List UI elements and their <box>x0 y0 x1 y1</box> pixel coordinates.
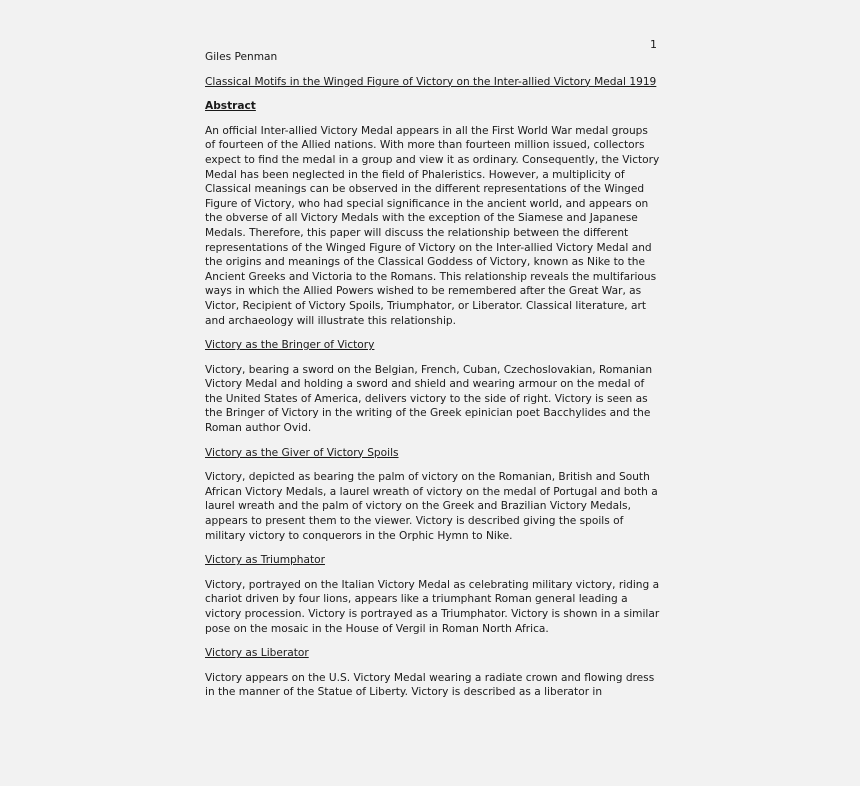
author-name: Giles Penman <box>205 51 278 63</box>
section-text-triumphator: Victory, portrayed on the Italian Victory Medal as celebrating military victory, riding a chariot driven by four lions, appears like a triumphant Roman general leading a victory procession. Victory is portrayed as a Triumphator. Victory is shown in a similar pose on the mosaic in the House of Vergil in Roman North Africa. <box>205 578 660 635</box>
section-text-bringer: Victory, bearing a sword on the Belgian, French, Cuban, Czechoslovakian, Romanian Victory Medal and holding a sword and shield and wearing armour on the medal of the United States of America, delivers victory to the side of right. Victory is seen as the Bringer of Victory in the writing of the Greek epinician poet Bacchylides and the Roman author Ovid. <box>205 363 653 435</box>
abstract-heading: Abstract <box>205 100 256 113</box>
document-body <box>205 38 660 710</box>
abstract-paragraph: An official Inter-allied Victory Medal appears in all the First World War medal groups of fourteen of the Allied nations. With more than fourteen million issued, collectors expect to find the medal in a group and view it as ordinary. Consequently, the Victory Medal has been neglected in the field of Phaleristics. However, a multiplicity of Classical meanings can be observed in the different representations of the Winged Figure of Victory, who had special significance in the ancient world, and appears on the obverse of all Victory Medals with the exception of the Siamese and Japanese Medals. Therefore, this paper will discuss the relationship between the different representations of the Winged Figure of Victory on the Inter-allied Victory Medal and the origins and meanings of the Classical Goddess of Victory, known as Nike to the Ancient Greeks and Victoria to the Romans. This relationship reveals the multifarious ways in which the Allied Powers wished to be remembered after the Great War, as Victor, Recipient of Victory Spoils, Triumphator, or Liberator. Classical literature, art and archaeology will illustrate this relationship. <box>205 124 660 327</box>
section-text-giver: Victory, depicted as bearing the palm of victory on the Romanian, British and South African Victory Medals, a laurel wreath of victory on the medal of Portugal and both a laurel wreath and the palm of victory on the Greek and Brazilian Victory Medals, appears to present them to the viewer. Victory is described giving the spoils of military victory to conquerors in the Orphic Hymn to Nike. <box>205 471 658 542</box>
section-heading-giver: Victory as the Giver of Victory Spoils <box>205 446 399 459</box>
page-number: 1 <box>650 38 657 51</box>
section-heading-liberator: Victory as Liberator <box>205 647 309 660</box>
section-text-liberator: Victory appears on the U.S. Victory Medal wearing a radiate crown and flowing dress in the manner of the Statue of Liberty. Victory is described as a liberator in <box>205 671 655 699</box>
paper-title: Classical Motifs in the Winged Figure of Victory on the Inter-allied Victory Medal 1919 <box>205 75 657 88</box>
section-heading-bringer: Victory as the Bringer of Victory <box>205 339 375 352</box>
section-heading-triumphator: Victory as Triumphator <box>205 554 325 567</box>
